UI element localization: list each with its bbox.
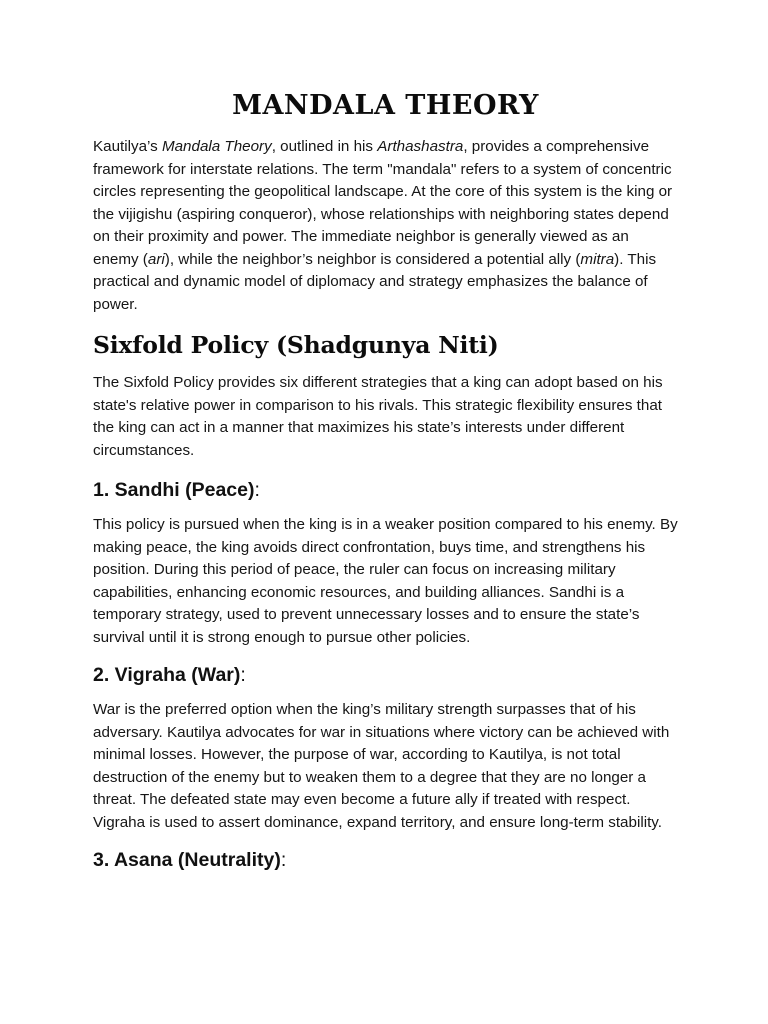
intro-text-1: Kautilya’s — [93, 138, 162, 155]
intro-emphasis-arthashastra: Arthashastra — [377, 138, 464, 155]
sixfold-paragraph: The Sixfold Policy provides six different strategies that a king can adopt based on his state's relative power in comparison to his rivals. This strategic flexibility ensures that the king can act in a manner that maximizes his state’s interests under different circumstances. — [93, 374, 663, 459]
document-page — [93, 88, 678, 884]
vigraha-heading — [93, 661, 678, 689]
vigraha-paragraph: War is the preferred option when the king’s military strength surpasses that of his adversary. Kautilya advocates for war in situations where victory can be achieved with minimal losses. However, the purpose of war, according to Kautilya, is not total destruction of the enemy but to weaken them to a degree that they are no longer a threat. The defeated state may even become a future ally if treated with respect. Vigraha is used to assert dominance, expand territory, and ensure long-term stability. — [93, 701, 670, 831]
asana-heading-colon: : — [280, 849, 287, 871]
asana-heading — [93, 846, 678, 874]
intro-text-5: ). This practical and dynamic model of diplomacy and strategy emphasizes the balance of power. — [93, 250, 657, 313]
intro-text-3: , provides a comprehensive framework for interstate relations. The term "mandala" refers to a system of concentric circles representing the geopolitical landscape. At the core of this system is the king or the vijigishu (aspiring conqueror), whose relationships with neighboring states depend on their proximity and power. The immediate neighbor is generally viewed as an enemy ( — [93, 138, 673, 268]
sandhi-heading — [93, 476, 678, 504]
intro-emphasis-mitra: mitra — [580, 250, 615, 268]
sandhi-heading-label: 1. Sandhi (Peace) — [93, 479, 255, 501]
asana-heading-label: 3. Asana (Neutrality) — [93, 849, 281, 871]
vigraha-heading-colon: : — [240, 664, 246, 686]
intro-text-2: , outlined in his — [271, 138, 378, 155]
sixfold-heading: Sixfold Policy (Shadgunya Niti) — [93, 331, 499, 359]
sandhi-heading-colon: : — [254, 479, 260, 501]
intro-emphasis-ari: ari — [147, 250, 165, 268]
intro-text-4: ), while the neighbor’s neighbor is considered a potential ally ( — [164, 250, 581, 268]
intro-paragraph — [93, 136, 678, 316]
intro-emphasis-mandala-theory: Mandala Theory — [161, 138, 272, 155]
vigraha-heading-label: 2. Vigraha (War) — [93, 664, 241, 686]
document-title: MANDALA THEORY — [232, 90, 539, 121]
sandhi-paragraph: This policy is pursued when the king is in a weaker position compared to his enemy. By making peace, the king avoids direct confrontation, buys time, and strengthens his position. During this period of peace, the ruler can focus on increasing military capabilities, enhancing economic resources, and building alliances. Sandhi is a temporary strategy, used to prevent unnecessary losses and to ensure the state’s survival until it is strong enough to pursue other policies. — [93, 516, 678, 646]
